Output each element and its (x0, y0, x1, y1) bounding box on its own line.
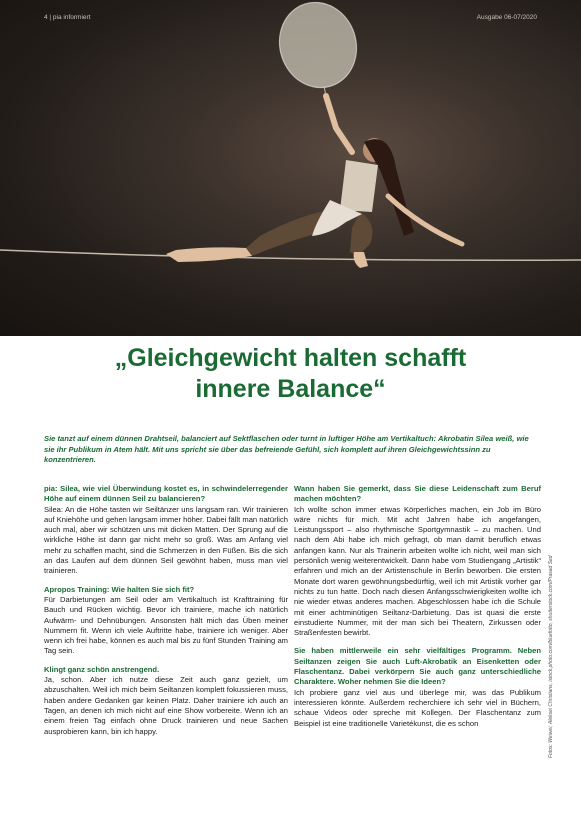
issue-label: Ausgabe 06-07/2020 (476, 14, 537, 21)
right-column (294, 484, 541, 737)
answer-3: Ja, schon. Aber ich nutze diese Zeit auch ganz gezielt, um abzuschalten. Weil ich mich beim Seiltanzen komplett fokussieren muss, haben andere Gedanken gar keinen Platz. Daher trainiere ich auch an Tagen, an denen ich mich nicht auf eine Show vorbereite. Wenn ich an einem freien Tag einfach ohne Druck trainieren und neue Sachen ausprobieren kann, bin ich happy. (44, 675, 288, 736)
acrobat-illustration (0, 0, 581, 336)
article-title (40, 343, 541, 405)
answer-5: Ich probiere ganz viel aus und überlege mir, was das Publikum interessieren könnte. Außerdem recherchiere ich sehr viel in Büchern, schaue Videos oder spreche mit Kollegen. Der Flaschentanz zum Beispiel ist eine traditionelle Varietékunst, die es schon (294, 687, 541, 728)
question-4: Wann haben Sie gemerkt, dass Sie diese Leidenschaft zum Beruf machen möchten? (294, 484, 541, 504)
answer-2: Für Darbietungen am Seil oder am Vertikaltuch ist Krafttraining für Bauch und Rücken wichtig. Bevor ich trainiere, mache ich natürlich Aufwärm- und Dehnübungen. Ansonsten hält mich das Üben meiner Nummern fit. Wenn ich viele Auftritte habe, trainiere ich weniger. Aber wenn ich frei habe, können es auch mal bis zu fünf Stunden Training am Tag sein. (44, 594, 288, 656)
question-5: Sie haben mittlerweile ein sehr vielfältiges Programm. Neben Seiltanzen zeigen Sie auch Luft-Akrobatik an Eisenketten oder Flaschentanz. Dabei verkörpern Sie auch ganz unterschiedliche Charaktere. Woher nehmen Sie die Ideen? (294, 646, 541, 687)
hero-photo (0, 0, 581, 336)
title-line-2: innere Balance“ (195, 375, 386, 403)
question-2: Apropos Training: Wie halten Sie sich fit? (44, 584, 195, 594)
page-header-left: 4 | pia informiert (44, 14, 91, 21)
answer-4: Ich wollte schon immer etwas Körperliches machen, ein Job im Büro wäre nichts für mich. Mit acht Jahren habe ich angefangen, Leistungssport – also rhythmische Sportgymnastik – zu machen. Und nach dem Abi habe ich mich gefragt, ob man damit beruflich etwas anfangen kann. Nur als Trainerin arbeiten wollte ich nicht, weil man sich persönlich wenig weiterentwickelt. Dann habe vom Studiengang „Artistik“ erfahren und mich an der Artistenschule in Berlin beworben. Die ersten Monate dort waren gewöhnungsbedürftig, weil ich mit Artistik vorher gar nichts zu tun hatte. Doch nach diesen Anfangsschwierigkeiten wollte ich nie wieder etwas anderes machen. Abgeschlossen habe ich die Schule mit einer achtminütigen Seiltanz-Darbietung. Das ist quasi die erste einstudierte Nummer, mit der man sich bei Theatern, Zirkussen oder Straßenfesten bewirbt. (294, 504, 541, 638)
answer-1: Silea: An die Höhe tasten wir Seiltänzer uns langsam ran. Wir trainieren auf Kniehöhe und gehen langsam immer höher. Dabei fällt man natürlich auch mal, aber wir schützen uns mit dicken Matten. Der Sprung auf die wirkliche Höhe ist dann gar nicht mehr so groß. Was am Anfang viel mehr zu schaffen macht, sind die Schmerzen in den Füßen. Bis die sich an das Laufen auf dem dünnen Seil gewöhnt haben, muss man viel trainieren. (44, 504, 288, 576)
left-column (44, 484, 288, 745)
photo-credit: Fotos: Weiwei, Aleksei Christians, istock.photo.com/bluefotto, shutterstock.com/Prasad Sed (548, 555, 554, 758)
question-3: Klingt ganz schön anstrengend. (44, 664, 160, 674)
article-lead: Sie tanzt auf einem dünnen Drahtseil, balanciert auf Sektflaschen oder turnt in luftiger Höhe am Vertikaltuch: Akrobatin Silea weiß, wie sie ihr Publikum in Atem hält. Mit uns spricht sie über das befreiende Gefühl, sich komplett auf ihren Gleichgewichtssinn zu konzentrieren. (44, 434, 529, 465)
title-line-1: „Gleichgewicht halten schafft (114, 344, 467, 372)
question-1: pia: Silea, wie viel Überwindung kostet es, in schwindelerregender Höhe auf einem dünnen Seil zu balancieren? (44, 484, 288, 504)
